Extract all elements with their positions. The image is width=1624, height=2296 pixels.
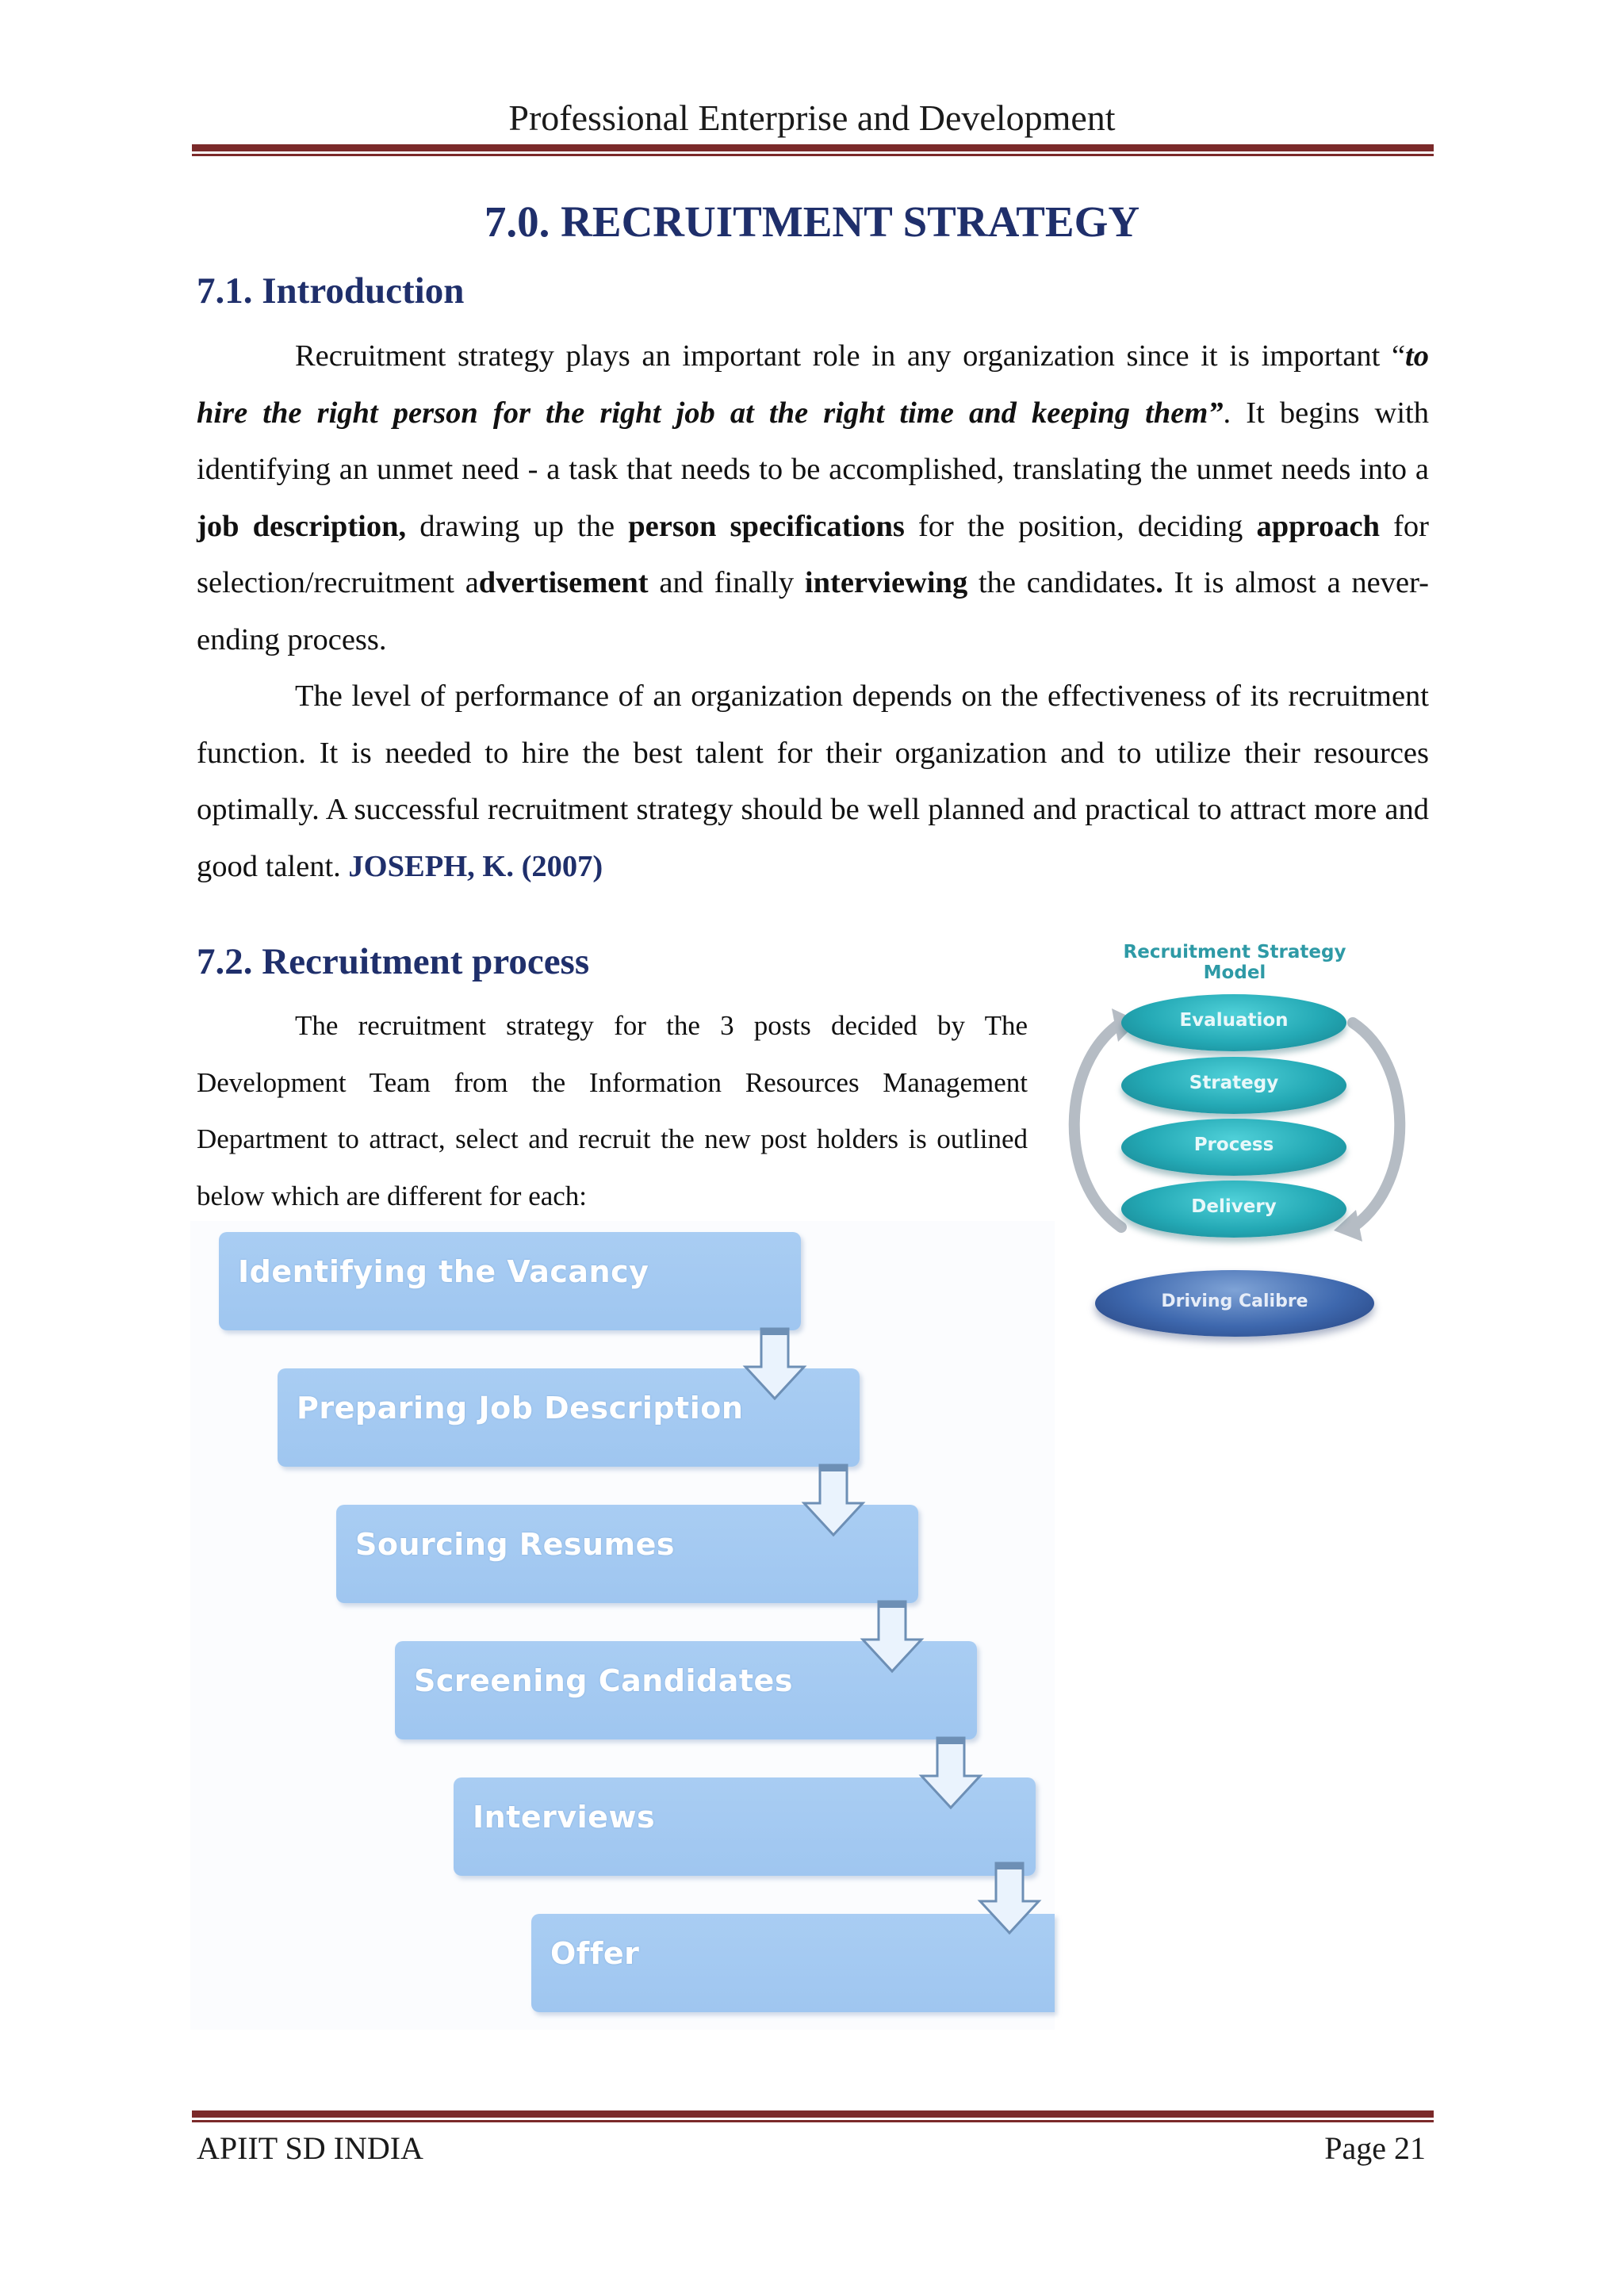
- model-stage: [1121, 1119, 1346, 1176]
- bold-term-person-specifications: person specifications: [628, 509, 905, 543]
- text-run: The level of performance of an organization depends on the effectiveness of its recruitment function. It is needed to hire the best talent for their organization and to utilize their resources optimally. A successful recruitment strategy should be well planned and practical to attract more and good talent.: [197, 679, 1429, 883]
- flow-step-label: Sourcing Resumes: [355, 1527, 675, 1562]
- text-run: Recruitment strategy plays an important role in any organization since it is important “: [295, 339, 1406, 373]
- model-stage-label: Evaluation: [1179, 1010, 1289, 1031]
- flow-step-label: Screening Candidates: [414, 1663, 793, 1698]
- chapter-title: 7.0. RECRUITMENT STRATEGY: [484, 197, 1140, 246]
- model-stage: [1121, 1181, 1346, 1238]
- header-rule: [192, 144, 1434, 151]
- flow-step: [219, 1232, 801, 1330]
- text-run: drawing up the: [406, 509, 629, 543]
- text-run: for the position, deciding: [904, 509, 1257, 543]
- footer-rule: [192, 2110, 1434, 2118]
- footer-org: APIIT SD INDIA: [197, 2130, 423, 2166]
- recruitment-flowchart: [190, 1221, 1055, 2030]
- bold-period: .: [1155, 566, 1163, 599]
- text-run: for selection/recruitment a: [197, 509, 1429, 599]
- model-stage: [1121, 1057, 1346, 1114]
- footer-rule-thin: [192, 2120, 1434, 2122]
- intro-paragraph-2: [197, 668, 1429, 895]
- model-stage-label: Delivery: [1191, 1196, 1277, 1217]
- model-title: Recruitment Strategy Model: [1123, 942, 1346, 983]
- bold-term-interviewing: interviewing: [804, 566, 968, 599]
- model-base-label: Driving Calibre: [1161, 1292, 1308, 1311]
- text-run: to attract, select and recruit the new post holders is outlined below which are different for each:: [197, 1123, 1028, 1211]
- bold-term-advertisement: dvertisement: [478, 566, 649, 599]
- section-heading-recruitment-process: 7.2. Recruitment process: [197, 941, 590, 982]
- down-arrow-icon: [799, 1462, 868, 1538]
- text-run: the candidates: [967, 566, 1156, 599]
- down-arrow-icon: [741, 1326, 809, 1402]
- process-paragraph: [197, 997, 1028, 1224]
- flow-step-label: Preparing Job Description: [297, 1391, 744, 1425]
- model-base: [1095, 1270, 1374, 1337]
- bold-term-approach: approach: [1256, 509, 1380, 543]
- down-arrow-icon: [917, 1735, 985, 1811]
- flow-step-label: Offer: [550, 1936, 640, 1971]
- model-stage-label: Process: [1193, 1135, 1274, 1155]
- text-run: and finally: [648, 566, 805, 599]
- text-run: It is almost a never-ending process.: [197, 566, 1429, 656]
- flow-step-label: Interviews: [473, 1800, 656, 1835]
- text-run: . It begins with identifying an unmet need - a task that needs to be accomplished, translating the unmet needs into a: [197, 396, 1430, 486]
- quote-emphasis: to hire the right person for the right job at the right time and keeping them”: [197, 339, 1429, 430]
- citation: JOSEPH, K. (2007): [348, 849, 603, 883]
- model-stage-label: Strategy: [1189, 1073, 1279, 1093]
- page-number: Page 21: [1324, 2130, 1426, 2166]
- flow-step-label: Identifying the Vacancy: [238, 1254, 649, 1289]
- bold-term-job-description: job description,: [197, 509, 407, 543]
- header-rule-thin: [192, 154, 1434, 156]
- text-run: The recruitment strategy for the 3 posts decided by The Development Team from the Information Resources Management Department: [197, 1010, 1028, 1154]
- down-arrow-icon: [858, 1598, 926, 1674]
- running-header: Professional Enterprise and Development: [508, 98, 1116, 138]
- down-arrow-icon: [975, 1860, 1044, 1936]
- intro-paragraph-1: [197, 328, 1429, 668]
- model-stage: [1121, 994, 1346, 1051]
- section-heading-introduction: 7.1. Introduction: [197, 270, 465, 312]
